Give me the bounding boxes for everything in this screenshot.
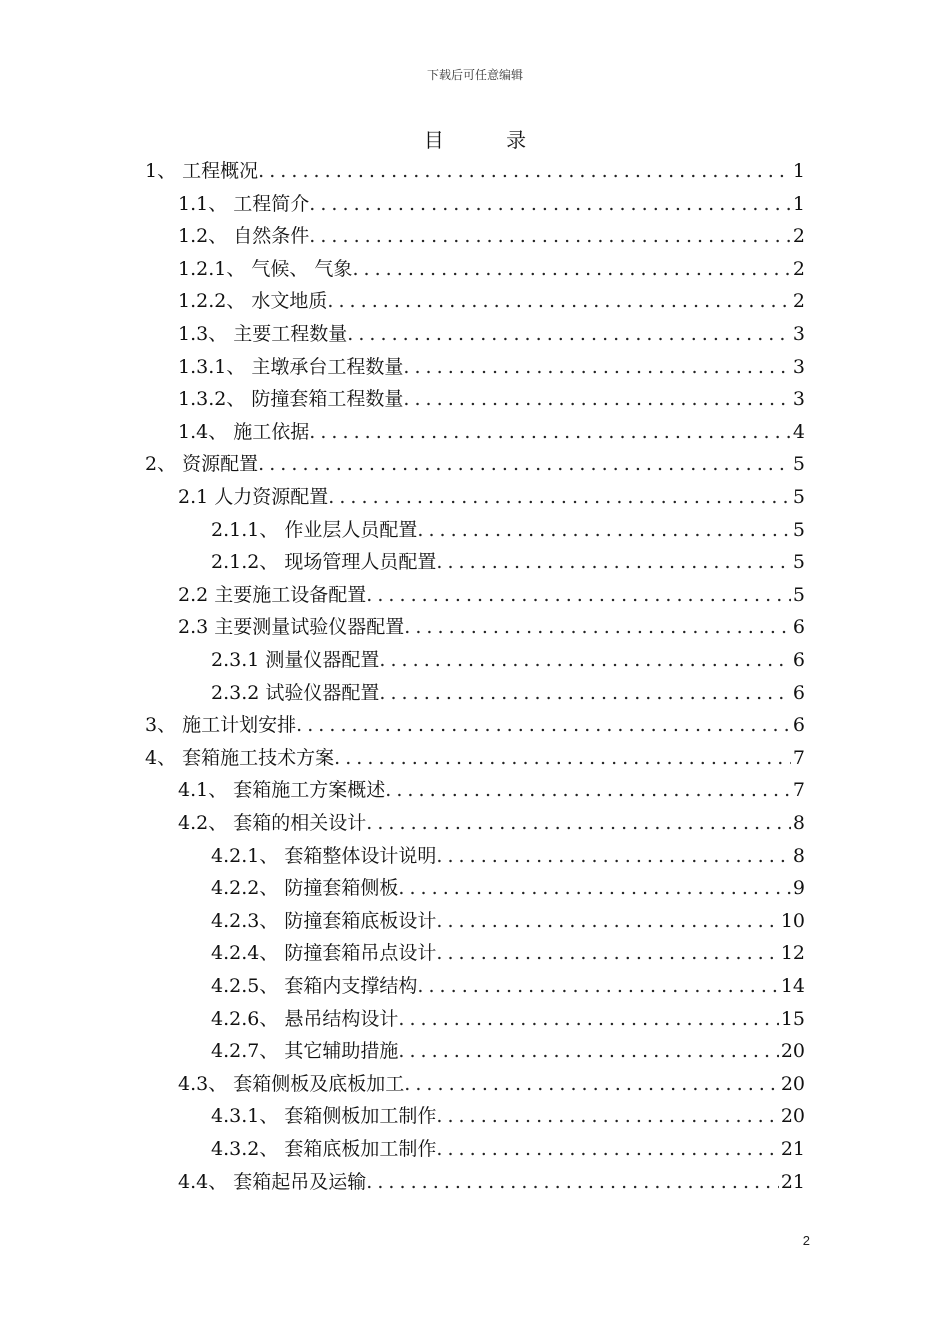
toc-leader-dots (309, 223, 791, 249)
toc-entry[interactable] (178, 217, 805, 249)
toc-entry-page: 21 (780, 1170, 805, 1193)
toc-entry-label: 4.2、 套箱的相关设计 (178, 812, 367, 834)
toc-entry[interactable] (178, 315, 805, 347)
toc-leader-dots (417, 517, 791, 543)
toc-leader-dots (309, 419, 791, 445)
toc-entry-label: 2.1.1、 作业层人员配置 (211, 518, 418, 541)
toc-entry-label: 2、 资源配置 (145, 453, 259, 476)
toc-entry-page: 14 (780, 975, 805, 997)
toc-entry-label: 2.3.1 测量仪器配置 (211, 649, 380, 671)
toc-entry[interactable] (178, 478, 805, 510)
toc-entry-label: 1.1、 工程简介 (178, 192, 310, 215)
toc-entry-label: 3、 施工计划安排 (145, 714, 297, 737)
toc-entry-label: 4.2.1、 套箱整体设计说明 (211, 844, 437, 867)
toc-entry-label: 1.3.1、 主墩承台工程数量 (178, 355, 404, 378)
toc-entry-page: 20 (780, 1040, 805, 1063)
toc-entry[interactable] (211, 641, 805, 673)
toc-entry-page: 21 (780, 1138, 805, 1160)
toc-entry[interactable] (178, 348, 805, 380)
toc-entry-label: 1.2、 自然条件 (178, 225, 310, 248)
toc-leader-dots (379, 680, 791, 706)
toc-entry[interactable] (178, 608, 805, 640)
toc-title: 目 录 (423, 128, 555, 152)
toc-entry-page: 20 (780, 1072, 805, 1095)
toc-entry[interactable] (178, 380, 805, 412)
toc-entry-label: 4.4、 套箱起吊及运输 (178, 1170, 367, 1193)
toc-entry-page: 1 (792, 192, 805, 215)
toc-entry-page: 9 (792, 877, 805, 900)
toc-leader-dots (403, 354, 791, 380)
toc-entry-page: 10 (780, 909, 805, 932)
toc-leader-dots (309, 191, 791, 217)
toc-entry-page: 6 (792, 681, 805, 704)
toc-entry-label: 2.1.2、 现场管理人员配置 (211, 551, 437, 574)
toc-entry-label: 2.2 主要施工设备配置 (178, 583, 367, 606)
toc-entry[interactable] (145, 706, 805, 738)
toc-entry-page: 15 (780, 1007, 805, 1030)
toc-leader-dots (352, 256, 790, 282)
toc-entry[interactable] (178, 771, 805, 803)
toc-leader-dots (436, 1136, 778, 1162)
toc-entry-label: 2.3 主要测量试验仪器配置 (178, 616, 405, 639)
toc-leader-dots (366, 1169, 779, 1195)
toc-leader-dots (403, 386, 791, 412)
page-header: 下载后可任意编辑 (426, 68, 523, 82)
toc-leader-dots (327, 288, 791, 314)
toc-leader-dots (379, 647, 791, 673)
toc-entry-label: 4.1、 套箱施工方案概述 (178, 779, 386, 802)
toc-entry[interactable] (178, 282, 805, 314)
toc-leader-dots (436, 908, 778, 934)
toc-leader-dots (398, 1006, 778, 1032)
toc-entry-page: 6 (792, 649, 805, 671)
toc-entry-page: 5 (792, 551, 805, 574)
toc-leader-dots (436, 1103, 778, 1129)
toc-entry-label: 4、 套箱施工技术方案 (145, 746, 335, 769)
toc-entry-page: 5 (792, 486, 805, 508)
toc-entry-label: 1.3、 主要工程数量 (178, 323, 348, 345)
toc-leader-dots (417, 973, 778, 999)
toc-entry-label: 1.4、 施工依据 (178, 420, 310, 443)
toc-entry-page: 5 (792, 453, 805, 476)
toc-entry-label: 4.2.4、 防撞套箱吊点设计 (211, 942, 437, 965)
toc-leader-dots (385, 777, 791, 803)
toc-leader-dots (436, 549, 791, 575)
toc-entry-label: 1.3.2、 防撞套箱工程数量 (178, 388, 404, 411)
toc-entry[interactable] (178, 804, 805, 836)
toc-entry-label: 1、 工程概况 (145, 160, 259, 182)
toc-entry-label: 2.1 人力资源配置 (178, 486, 329, 508)
toc-entry-label: 2.3.2 试验仪器配置 (211, 681, 380, 704)
toc-entry[interactable] (178, 185, 805, 217)
toc-entry[interactable] (211, 967, 805, 999)
toc-leader-dots (398, 875, 791, 901)
toc-entry-page: 3 (792, 323, 805, 345)
toc-entry-page: 3 (792, 355, 805, 378)
toc-entry-page: 5 (792, 518, 805, 541)
toc-entry[interactable] (211, 902, 805, 934)
toc-leader-dots (436, 940, 778, 966)
toc-leader-dots (258, 158, 791, 184)
toc-entry-page: 20 (780, 1105, 805, 1128)
toc-entry-label: 4.2.6、 悬吊结构设计 (211, 1007, 399, 1030)
toc-entry-page: 4 (792, 420, 805, 443)
toc-leader-dots (328, 484, 791, 510)
toc-entry-page: 2 (792, 257, 805, 280)
toc-leader-dots (398, 1038, 778, 1064)
toc-entry[interactable] (145, 739, 805, 771)
toc-entry[interactable] (211, 934, 805, 966)
toc-entry-page: 6 (792, 714, 805, 737)
toc-entry[interactable] (211, 1032, 805, 1064)
toc-entry-label: 1.2.1、 气候、 气象 (178, 257, 353, 280)
toc-entry-page: 8 (792, 844, 805, 867)
toc-entry-label: 4.3.1、 套箱侧板加工制作 (211, 1105, 437, 1128)
toc-entry-page: 2 (792, 290, 805, 313)
toc-entry[interactable] (211, 1130, 805, 1162)
toc-entry-page: 2 (792, 225, 805, 248)
toc-entry-label: 4.2.7、 其它辅助措施 (211, 1040, 399, 1063)
toc-entry[interactable] (178, 576, 805, 608)
toc-entry[interactable] (211, 1097, 805, 1129)
toc-leader-dots (404, 614, 791, 640)
toc-entry-label: 4.3、 套箱侧板及底板加工 (178, 1072, 405, 1095)
toc-entry-page: 5 (792, 583, 805, 606)
toc-entry[interactable] (145, 152, 805, 184)
toc-entry[interactable] (211, 511, 805, 543)
toc-leader-dots (366, 810, 791, 836)
toc-entry-page: 7 (792, 779, 805, 802)
toc-entry-label: 4.2.2、 防撞套箱侧板 (211, 877, 399, 900)
toc-entry[interactable] (178, 413, 805, 445)
toc-entry[interactable] (211, 543, 805, 575)
toc-entry[interactable] (211, 837, 805, 869)
toc-entry[interactable] (145, 445, 805, 477)
toc-entry-page: 8 (792, 812, 805, 834)
toc-entry[interactable] (178, 1163, 805, 1195)
toc-entry[interactable] (211, 869, 805, 901)
toc-entry-page: 6 (792, 616, 805, 639)
toc-entry-label: 4.2.3、 防撞套箱底板设计 (211, 909, 437, 932)
toc-entry-page: 12 (780, 942, 805, 965)
toc-leader-dots (366, 582, 791, 608)
toc-entry-page: 1 (792, 160, 805, 182)
toc-leader-dots (436, 843, 791, 869)
toc-entry-page: 7 (792, 746, 805, 769)
toc-leader-dots (347, 321, 791, 347)
toc-entry[interactable] (211, 1000, 805, 1032)
toc-entry-label: 4.2.5、 套箱内支撑结构 (211, 975, 418, 997)
toc-entry[interactable] (178, 250, 805, 282)
page-number: 2 (802, 1233, 810, 1248)
toc-leader-dots (334, 745, 791, 771)
toc-leader-dots (404, 1071, 779, 1097)
toc-entry[interactable] (178, 1065, 805, 1097)
toc-leader-dots (258, 451, 791, 477)
toc-entry-label: 4.3.2、 套箱底板加工制作 (211, 1138, 437, 1160)
toc-entry-label: 1.2.2、 水文地质 (178, 290, 328, 313)
toc-entry[interactable] (211, 674, 805, 706)
toc-entry-page: 3 (792, 388, 805, 411)
toc-leader-dots (296, 712, 791, 738)
